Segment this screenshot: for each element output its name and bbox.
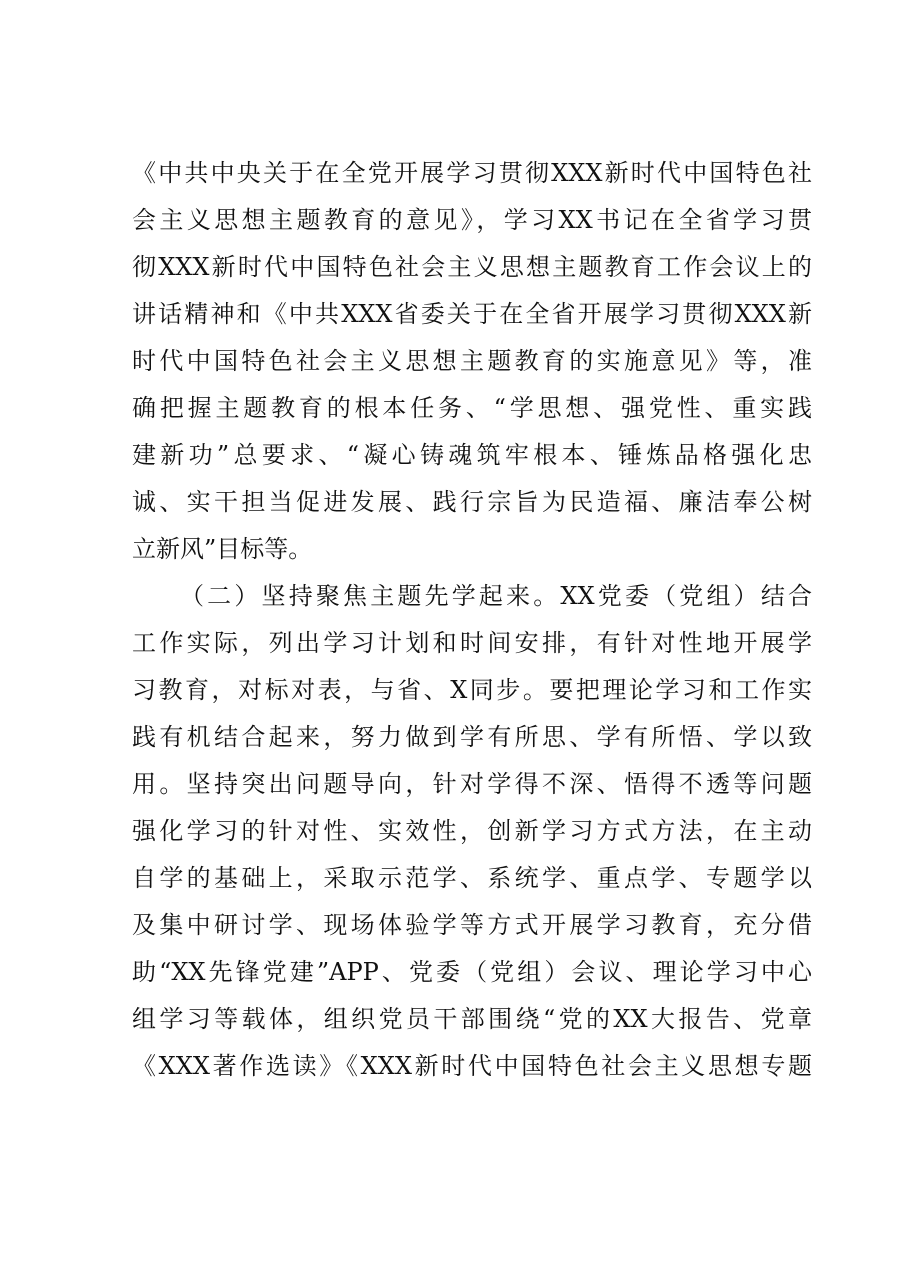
text-line: 讲话精神和《中共XXX省委关于在全省开展学习贯彻XXX新 bbox=[132, 300, 812, 328]
text-line: 强化学习的针对性、实效性，创新学习方式方法，在主动 bbox=[132, 817, 812, 845]
text-line: 用。坚持突出问题导向，针对学得不深、悟得不透等问题 bbox=[132, 770, 812, 798]
text-line: 确把握主题教育的根本任务、“学思想、强党性、重实践 bbox=[132, 394, 812, 422]
text-line: 助“XX先锋党建”APP、党委（党组）会议、理论学习中心 bbox=[132, 958, 812, 986]
text-line: 工作实际，列出学习计划和时间安排，有针对性地开展学 bbox=[132, 629, 812, 657]
text-line: 时代中国特色社会主义思想主题教育的实施意见》等，准 bbox=[132, 347, 812, 375]
text-line: 组学习等载体，组织党员干部围绕“党的XX大报告、党章 bbox=[132, 1005, 812, 1033]
document-body bbox=[132, 150, 812, 1090]
text-line: 《中共中央关于在全党开展学习贯彻XXX新时代中国特色社 bbox=[132, 159, 812, 187]
text-line: 习教育，对标对表，与省、X同步。要把理论学习和工作实 bbox=[132, 676, 812, 704]
text-line: 自学的基础上，采取示范学、系统学、重点学、专题学以 bbox=[132, 864, 812, 892]
text-line: 会主义思想主题教育的意见》，学习XX书记在全省学习贯 bbox=[132, 206, 812, 234]
text-line: 立新风”目标等。 bbox=[132, 535, 313, 563]
text-line: 彻XXX新时代中国特色社会主义思想主题教育工作会议上的 bbox=[132, 253, 812, 281]
text-line: 践有机结合起来，努力做到学有所思、学有所悟、学以致 bbox=[132, 723, 812, 751]
text-line: 及集中研讨学、现场体验学等方式开展学习教育，充分借 bbox=[132, 911, 812, 939]
text-line: 《XXX著作选读》《XXX新时代中国特色社会主义思想专题 bbox=[132, 1052, 812, 1080]
section-heading-line: （二）坚持聚焦主题先学起来。XX党委（党组）结合 bbox=[180, 582, 812, 610]
text-line: 建新功”总要求、“凝心铸魂筑牢根本、锤炼品格强化忠 bbox=[132, 441, 812, 469]
text-line: 诚、实干担当促进发展、践行宗旨为民造福、廉洁奉公树 bbox=[132, 488, 812, 516]
